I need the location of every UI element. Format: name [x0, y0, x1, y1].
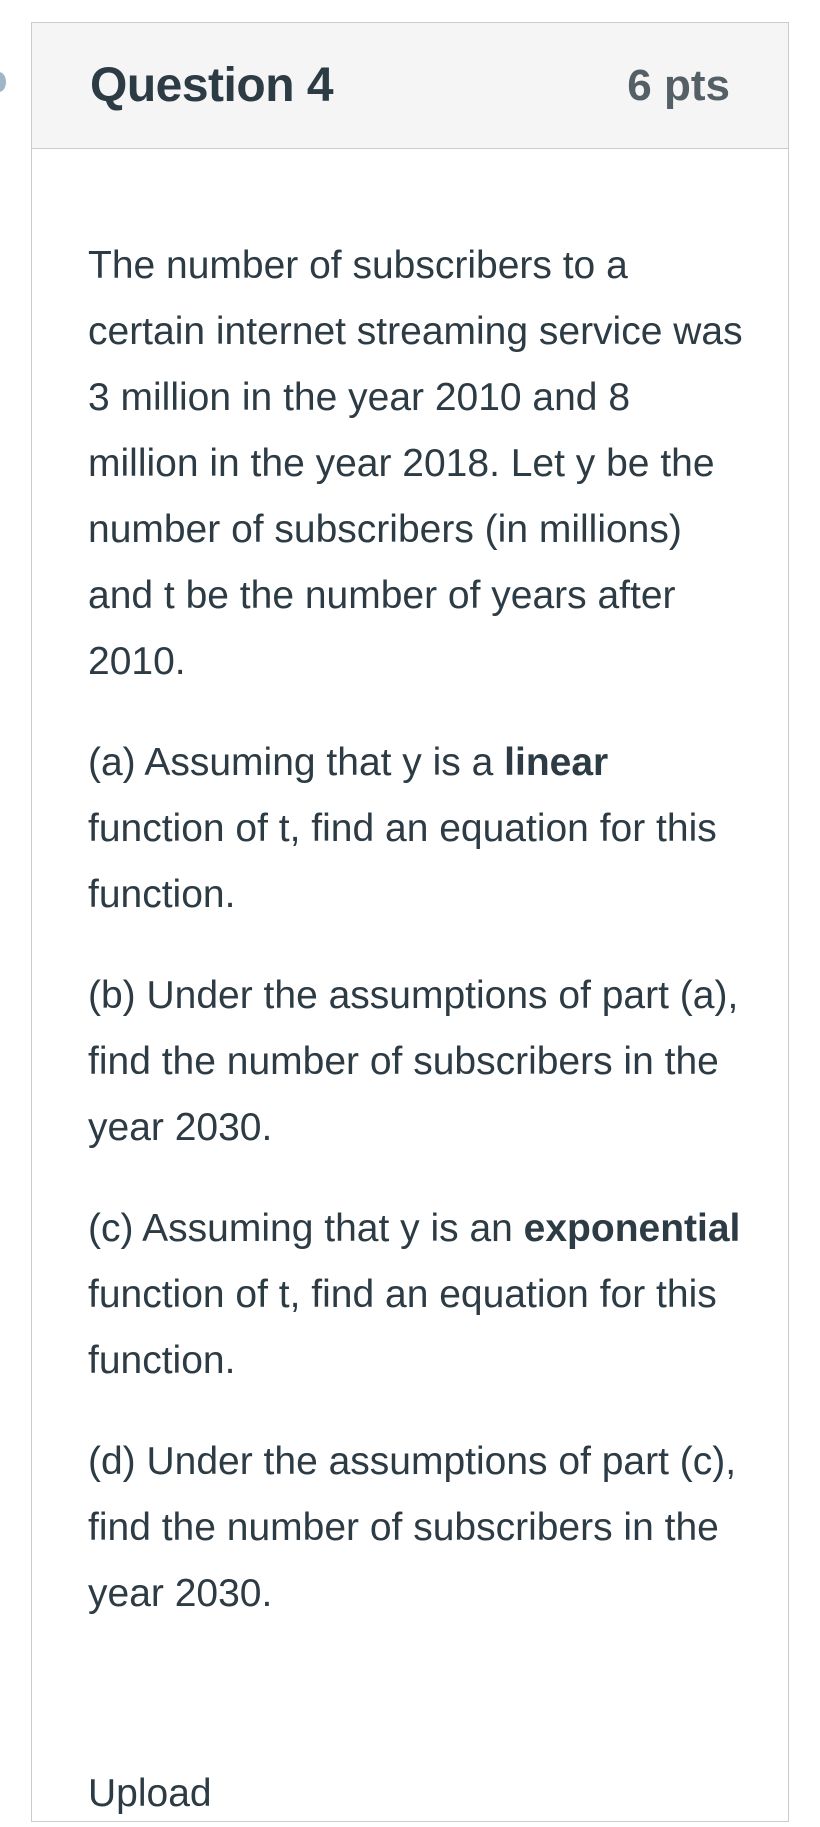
- question-flag-marker[interactable]: [0, 72, 6, 92]
- question-part-a: [88, 730, 748, 928]
- question-intro: The number of subscribers to a certain internet streaming service was 3 million in the year 2010 and 8 million in the year 2018. Let y be the number of subscribers (in millions) and t be the number of years after 2010.: [88, 244, 743, 683]
- part-a-emphasis: linear: [504, 741, 609, 784]
- question-points: 6 pts: [627, 60, 730, 110]
- part-c-text-after: function of t, find an equation for this function.: [88, 1273, 717, 1382]
- part-c-text-before: (c) Assuming that y is an: [88, 1207, 524, 1250]
- question-card: [31, 22, 789, 1822]
- question-part-b: (b) Under the assumptions of part (a), find the number of subscribers in the year 2030.: [88, 974, 739, 1149]
- upload-label: Upload: [88, 1772, 212, 1815]
- part-a-text-before: (a) Assuming that y is a: [88, 741, 505, 784]
- question-part-c: [88, 1196, 748, 1394]
- question-text: [88, 233, 748, 1662]
- question-header: [32, 23, 788, 149]
- part-a-text-after: function of t, find an equation for this function.: [88, 807, 717, 916]
- question-title: Question 4: [90, 59, 334, 112]
- question-part-d: (d) Under the assumptions of part (c), find the number of subscribers in the year 2030.: [88, 1440, 737, 1615]
- part-c-emphasis: exponential: [523, 1207, 741, 1250]
